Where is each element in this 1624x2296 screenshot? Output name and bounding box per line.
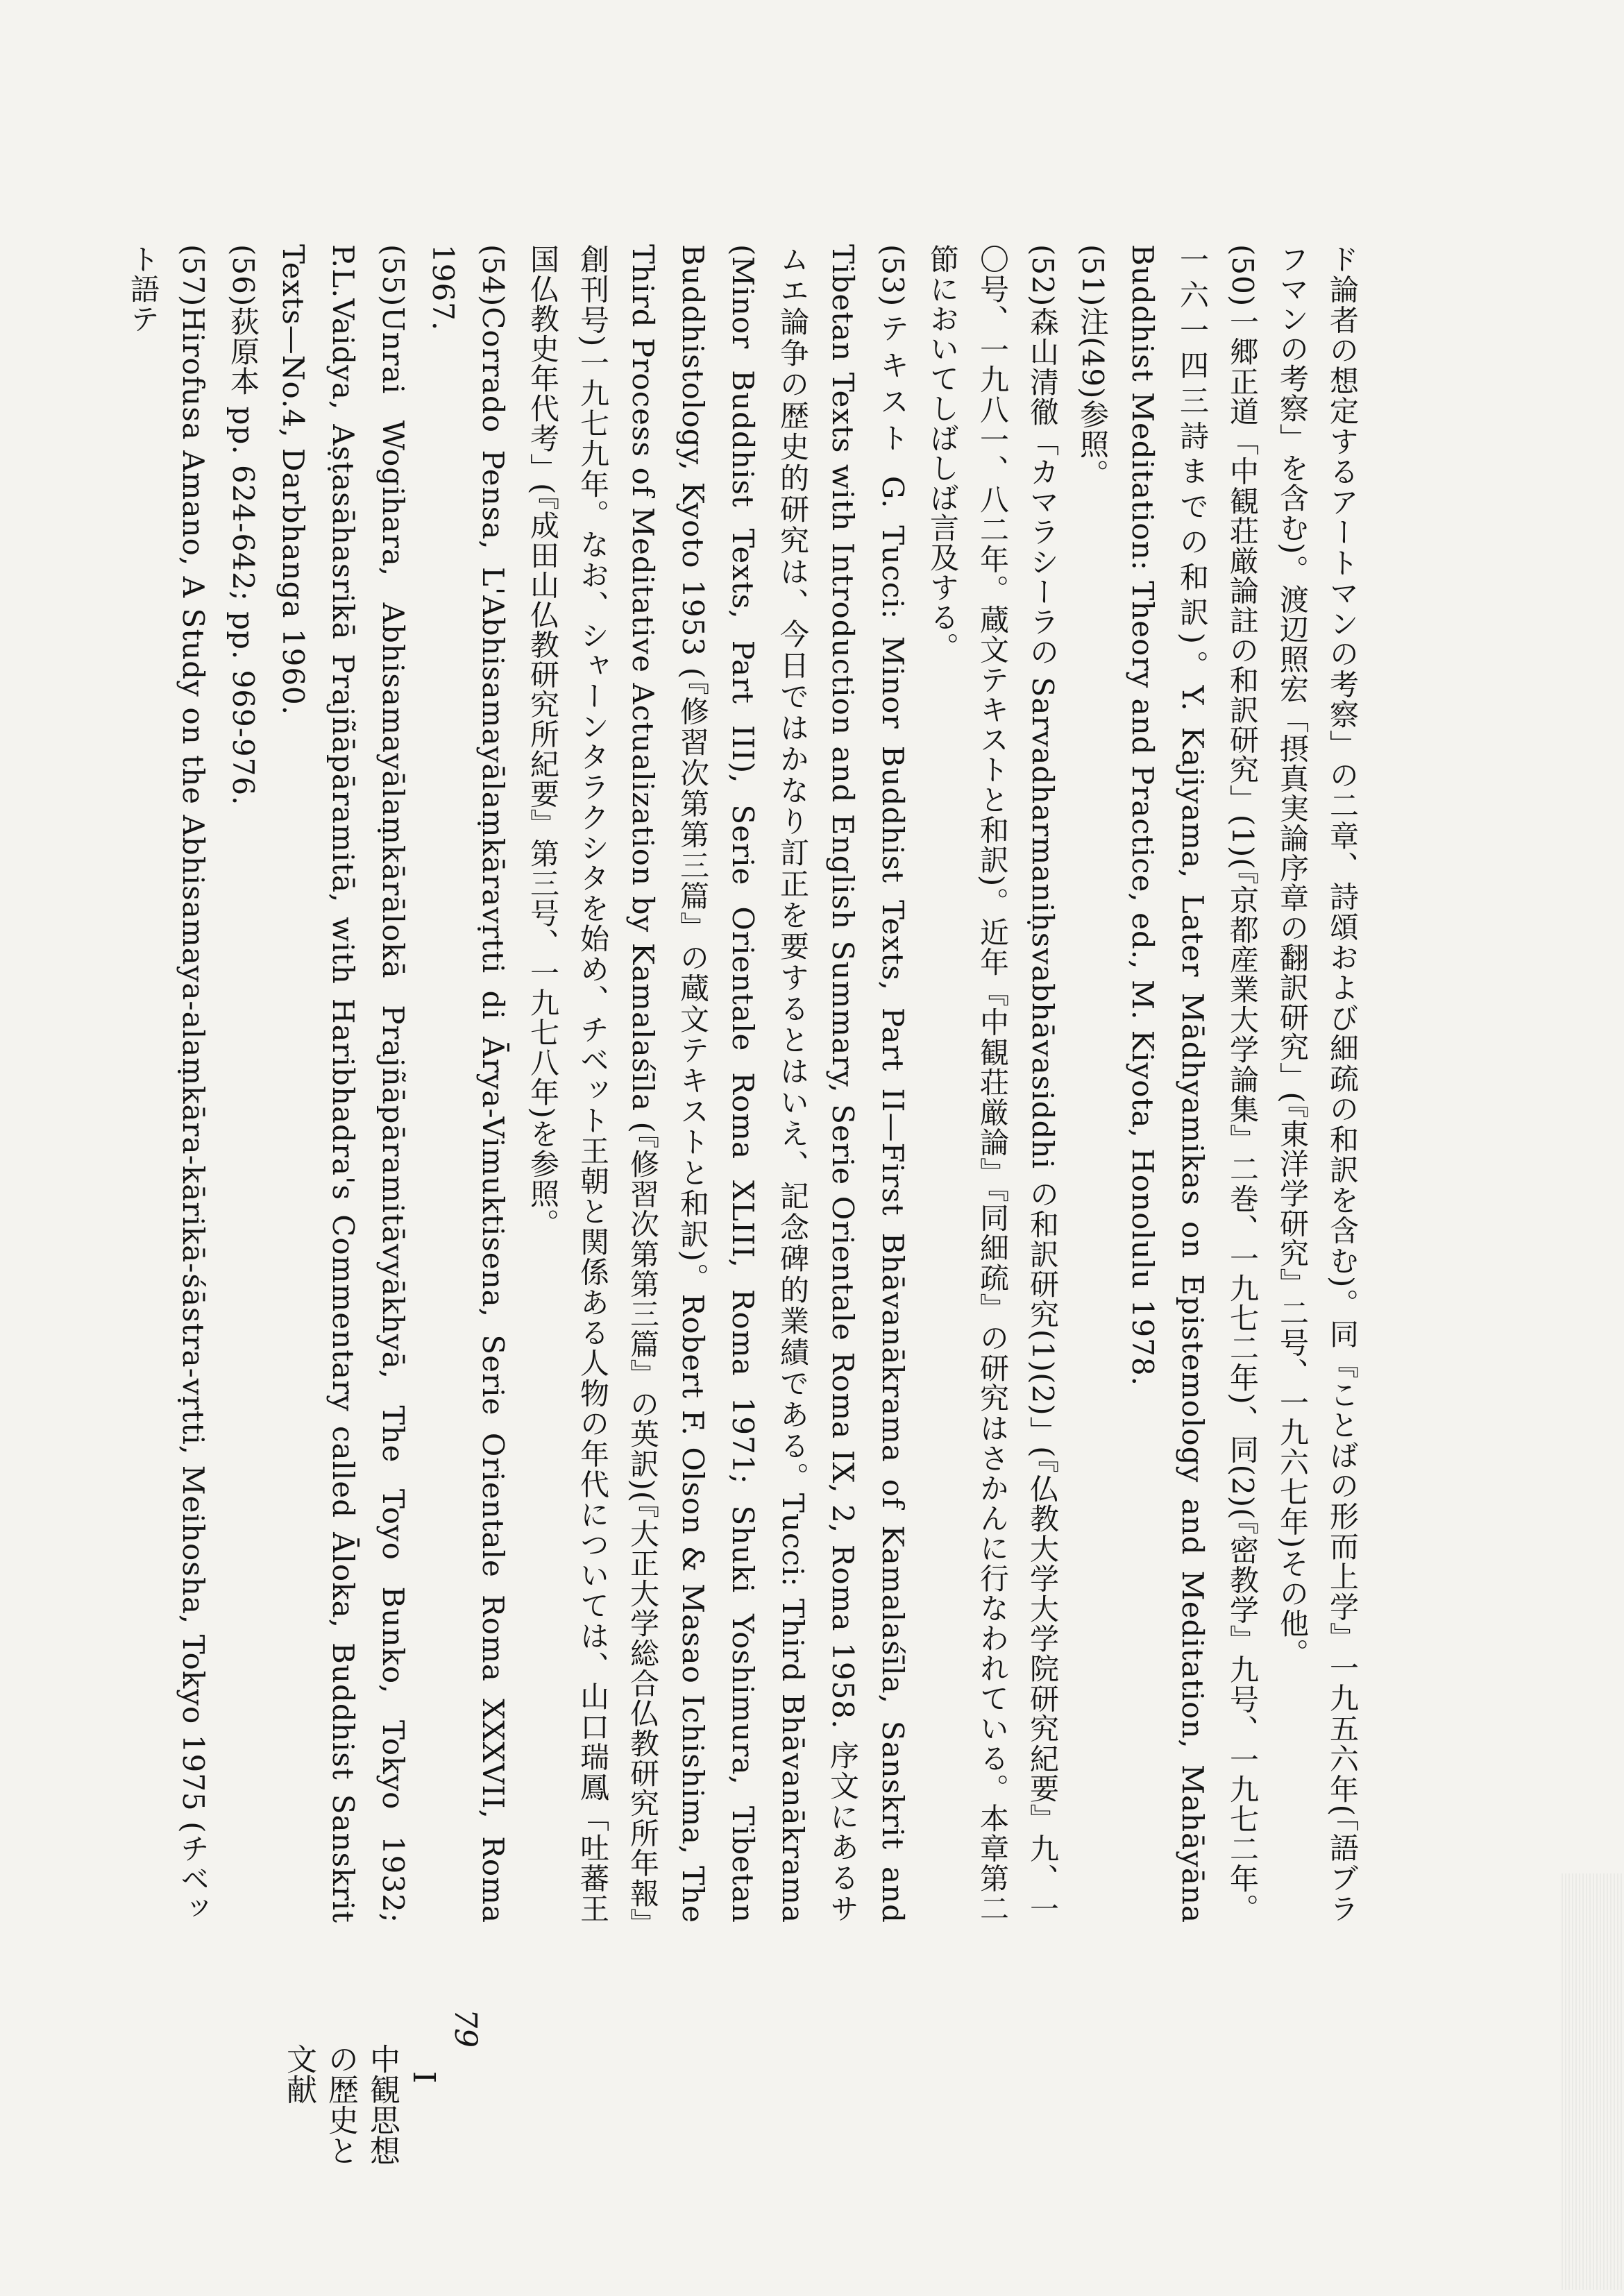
note-text: ド論者の想定するアートマンの考察」の二章、詩頌および細疏の和訳を含む)。同『ことばの形而上学』一九五六年(「語ブラフマンの考察」を含む)。渡辺照宏「摂真実論序章の翻訳研究」(『東洋学研究』二号、一九六七年)その他。 [1276,244,1360,1923]
note-text: 荻原本 pp. 624-642; pp. 969-976. [226,307,260,806]
note-number: (56) [226,244,260,307]
endnote-55 [268,244,418,1923]
scan-edge-shadow [1562,1873,1624,2290]
note-number: (55) [376,244,410,307]
section-numeral: I [406,2071,441,2084]
note-number: (53) [876,244,910,307]
note-text: Corrado Pensa, L'Abhisamayālaṃkāravṛtti di Ārya-Vimuktisena, Serie Orientale Roma XXXVII, Roma 1967. [426,244,510,1923]
note-text: 一郷正道「中観荘厳論註の和訳研究」(1)(『京都産業大学論集』二巻、一九七二年)、同(2)(『密教学』九号、一九七二年。一六一四三詩までの和訳)。Y. Kajiyama, Later Mādhyamikas on Epistemology and Meditation, Mahāyāna Buddhist Meditation: Theory and Practice, ed., M. Kiyota, Honolulu 1978. [1126,244,1260,1923]
endnote-continuation [1267,244,1367,1923]
page-number: 79 [448,2009,483,2048]
endnote-53 [518,244,917,1923]
page-footer [278,2009,486,2189]
endnote-51 [1067,244,1117,1923]
section-title: 中観思想の歴史と文献 [281,2043,400,2166]
note-number: (50) [1226,244,1260,307]
note-number: (51) [1076,244,1110,307]
note-text: Hirofusa Amano, A Study on the Abhisamaya-alaṃkāra-kārikā-śāstra-vṛtti, Meihosha, Tokyo 1975 (チベット語テ [126,244,210,1923]
endnote-52 [917,244,1067,1923]
note-text: 注(49)参照。 [1076,307,1110,489]
endnote-50 [1117,244,1267,1923]
note-number: (57) [176,244,210,307]
endnote-54 [418,244,518,1923]
endnote-56 [218,244,268,1923]
note-text: Unrai Wogihara, Abhisamayālaṃkārālokā Prajñāpāramitāvyākhyā, The Toyo Bunko, Tokyo 1932; P.L.Vaidya, Aṣṭasāhasrikā Prajñāpāramitā, with Haribhadra's Commentary called Āloka, Buddhist Sanskrit Texts—No.4, Darbhanga 1960. [276,244,410,1923]
note-number: (54) [476,244,510,307]
note-text: 森山清徹「カマラシーラの Sarvadharmaniḥsvabhāvasiddhi の和訳研究(1)(2)」(『仏教大学大学院研究紀要』九、一〇号、一九八一、八二年。蔵文テキストと和訳)。近年『中観荘厳論』『同細疏』の研究はさかんに行なわれている。本章第二節においてしばしば言及する。 [926,244,1060,1923]
note-number: (52) [1026,244,1060,307]
endnote-57 [118,244,218,1923]
endnotes-block [118,244,1367,1923]
note-text: テキスト G. Tucci: Minor Buddhist Texts, Part II—First Bhāvanākrama of Kamalaśīla, Sanskrit and Tibetan Texts with Introduction and English Summary, Serie Orientale Roma IX, 2, Roma 1958. 序文にあるサムエ論争の歴史的研究は、今日ではかなり訂正を要するとはいえ、記念碑的業績である。Tucci: Third Bhāvanākrama (Minor Buddhist Texts, Part III), Serie Orientale Roma XLIII, Roma 1971; Shuki Yoshimura, Tibetan Buddhistology, Kyoto 1953 (『修習次第第三篇』の蔵文テキストと和訳)。Robert F. Olson & Masao Ichishima, The Third Process of Meditative Actualization by Kamalaśīla (『修習次第第三篇』の英訳)(『大正大学総合仏教研究所年報』創刊号)一九七九年。なお、シャーンタラクシタを始め、チベット王朝と関係ある人物の年代については、山口瑞鳳「吐蕃王国仏教史年代考」(『成田山仏教研究所紀要』第三号、一九七八年)を参照。 [526,244,910,1923]
